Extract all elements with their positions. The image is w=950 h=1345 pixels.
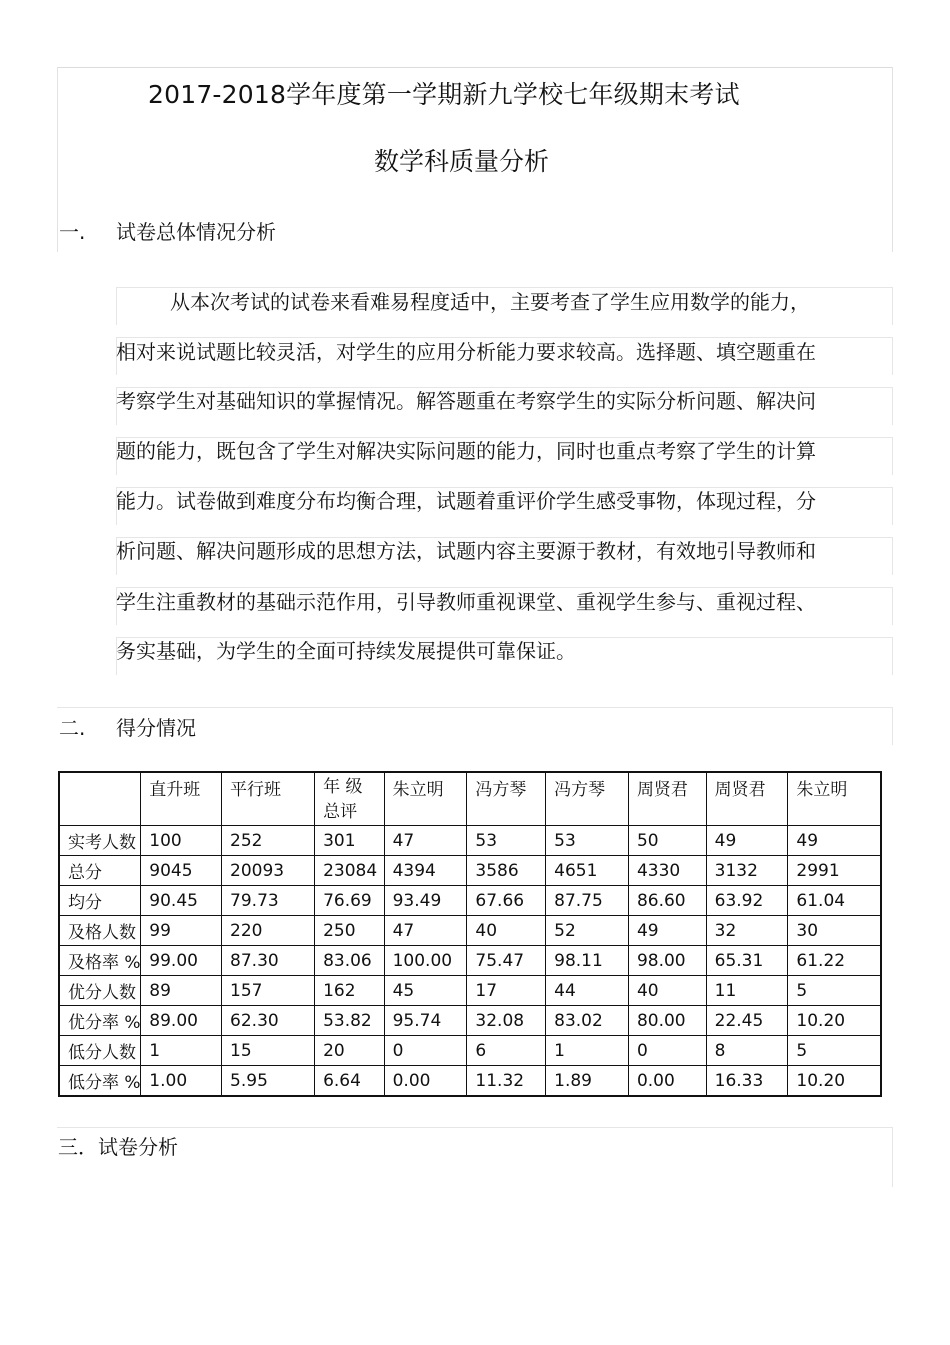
table-cell: 11 <box>706 976 788 1006</box>
paragraph-line: 从本次考试的试卷来看难易程度适中，主要考查了学生应用数学的能力， <box>170 290 810 314</box>
table-cell: 99 <box>141 916 222 946</box>
table-cell: 62.30 <box>222 1006 315 1036</box>
table-row <box>59 1006 881 1036</box>
table-header-cell: 朱立明 <box>788 772 881 826</box>
table-header-cell <box>315 772 385 826</box>
table-row <box>59 916 881 946</box>
table-header-text: 年 级 总评 <box>323 777 363 822</box>
table-cell: 22.45 <box>706 1006 788 1036</box>
table-cell: 0.00 <box>384 1066 467 1097</box>
table-cell: 100.00 <box>384 946 467 976</box>
paragraph-line: 务实基础，为学生的全面可持续发展提供可靠保证。 <box>116 639 576 663</box>
table-cell: 5 <box>788 1036 881 1066</box>
table-cell: 162 <box>315 976 385 1006</box>
table-cell: 252 <box>222 826 315 856</box>
table-row <box>59 1066 881 1097</box>
table-cell: 6 <box>467 1036 546 1066</box>
paragraph-line: 能力。试卷做到难度分布均衡合理，试题着重评价学生感受事物，体现过程，分 <box>116 489 816 513</box>
table-cell: 98.00 <box>628 946 706 976</box>
table-cell: 52 <box>546 916 629 946</box>
page-frame-top <box>57 67 893 68</box>
table-cell: 10.20 <box>788 1066 881 1097</box>
table-cell: 16.33 <box>706 1066 788 1097</box>
table-cell: 1.00 <box>141 1066 222 1097</box>
section-2-number: 二. <box>59 716 86 740</box>
table-cell: 79.73 <box>222 886 315 916</box>
document-title: 2017-2018学年度第一学期新九学校七年级期末考试 <box>148 80 740 109</box>
document-subtitle: 数学科质量分析 <box>374 147 550 176</box>
table-cell: 44 <box>546 976 629 1006</box>
table-cell: 301 <box>315 826 385 856</box>
table-cell: 32.08 <box>467 1006 546 1036</box>
table-cell: 76.69 <box>315 886 385 916</box>
table-cell: 1 <box>141 1036 222 1066</box>
table-cell: 49 <box>788 826 881 856</box>
table-row-label: 均分 <box>59 886 141 916</box>
table-row <box>59 856 881 886</box>
table-body <box>59 826 881 1097</box>
table-row <box>59 1036 881 1066</box>
table-cell: 89.00 <box>141 1006 222 1036</box>
table-cell: 87.75 <box>546 886 629 916</box>
table-cell: 75.47 <box>467 946 546 976</box>
table-cell: 83.06 <box>315 946 385 976</box>
section-2-heading: 得分情况 <box>116 716 196 740</box>
table-cell: 45 <box>384 976 467 1006</box>
table-header-cell: 冯方琴 <box>546 772 629 826</box>
table-cell: 220 <box>222 916 315 946</box>
table-cell: 8 <box>706 1036 788 1066</box>
table-cell: 86.60 <box>628 886 706 916</box>
table-header-cell: 冯方琴 <box>467 772 546 826</box>
table-header-cell: 朱立明 <box>384 772 467 826</box>
paragraph-line: 题的能力，既包含了学生对解决实际问题的能力，同时也重点考察了学生的计算 <box>116 439 816 463</box>
table-cell: 63.92 <box>706 886 788 916</box>
page-frame-left <box>57 67 58 252</box>
table-cell: 17 <box>467 976 546 1006</box>
table-cell: 4330 <box>628 856 706 886</box>
table-cell: 61.04 <box>788 886 881 916</box>
table-cell: 3132 <box>706 856 788 886</box>
table-cell: 83.02 <box>546 1006 629 1036</box>
table-header-cell: 周贤君 <box>706 772 788 826</box>
table-cell: 3586 <box>467 856 546 886</box>
table-header-cell: 直升班 <box>141 772 222 826</box>
paragraph-line: 析问题、解决问题形成的思想方法，试题内容主要源于教材，有效地引导教师和 <box>116 539 816 563</box>
paragraph-line: 考察学生对基础知识的掌握情况。解答题重在考察学生的实际分析问题、解决问 <box>116 389 816 413</box>
table-cell: 98.11 <box>546 946 629 976</box>
table-cell: 157 <box>222 976 315 1006</box>
table-cell: 0 <box>384 1036 467 1066</box>
table-header-cell: 周贤君 <box>628 772 706 826</box>
table-cell: 65.31 <box>706 946 788 976</box>
table-cell: 89 <box>141 976 222 1006</box>
table-header-cell: 平行班 <box>222 772 315 826</box>
table-row <box>59 826 881 856</box>
table-cell: 61.22 <box>788 946 881 976</box>
table-cell: 40 <box>467 916 546 946</box>
table-cell: 0.00 <box>628 1066 706 1097</box>
table-row-label: 及格率 % <box>59 946 141 976</box>
table-cell: 6.64 <box>315 1066 385 1097</box>
table-row-label: 优分率 % <box>59 1006 141 1036</box>
table-row <box>59 946 881 976</box>
table-cell: 80.00 <box>628 1006 706 1036</box>
table-cell: 90.45 <box>141 886 222 916</box>
table-row <box>59 886 881 916</box>
paragraph-line: 学生注重教材的基础示范作用，引导教师重视课堂、重视学生参与、重视过程、 <box>116 590 816 614</box>
table-cell: 53 <box>467 826 546 856</box>
section-1-number: 一. <box>59 220 86 244</box>
table-cell: 47 <box>384 826 467 856</box>
table-cell: 100 <box>141 826 222 856</box>
table-cell: 30 <box>788 916 881 946</box>
table-cell: 1 <box>546 1036 629 1066</box>
section-3-box <box>57 1127 893 1187</box>
table-cell: 2991 <box>788 856 881 886</box>
table-cell: 50 <box>628 826 706 856</box>
table-cell: 49 <box>706 826 788 856</box>
table-cell: 20 <box>315 1036 385 1066</box>
table-cell: 40 <box>628 976 706 1006</box>
table-cell: 11.32 <box>467 1066 546 1097</box>
table-header-row <box>59 772 881 826</box>
table-cell: 5 <box>788 976 881 1006</box>
table-cell: 53 <box>546 826 629 856</box>
table-cell: 32 <box>706 916 788 946</box>
table-cell: 4651 <box>546 856 629 886</box>
table-cell: 4394 <box>384 856 467 886</box>
table-cell: 87.30 <box>222 946 315 976</box>
table-row-label: 优分人数 <box>59 976 141 1006</box>
paragraph-line: 相对来说试题比较灵活，对学生的应用分析能力要求较高。选择题、填空题重在 <box>116 340 816 364</box>
table-header-cell <box>59 772 141 826</box>
table-cell: 95.74 <box>384 1006 467 1036</box>
table-cell: 67.66 <box>467 886 546 916</box>
table-cell: 250 <box>315 916 385 946</box>
table-cell: 93.49 <box>384 886 467 916</box>
table-cell: 10.20 <box>788 1006 881 1036</box>
table-cell: 53.82 <box>315 1006 385 1036</box>
table-cell: 5.95 <box>222 1066 315 1097</box>
table-cell: 15 <box>222 1036 315 1066</box>
page-frame-right <box>892 67 893 252</box>
table-cell: 49 <box>628 916 706 946</box>
table-row-label: 实考人数 <box>59 826 141 856</box>
table-row-label: 总分 <box>59 856 141 886</box>
table-cell: 99.00 <box>141 946 222 976</box>
table-row-label: 低分人数 <box>59 1036 141 1066</box>
table-cell: 47 <box>384 916 467 946</box>
score-table <box>58 771 882 1097</box>
table-cell: 20093 <box>222 856 315 886</box>
section-3-heading: 三．试卷分析 <box>58 1135 178 1159</box>
table-cell: 1.89 <box>546 1066 629 1097</box>
section-1-heading: 试卷总体情况分析 <box>116 220 276 244</box>
table-cell: 0 <box>628 1036 706 1066</box>
table-row-label: 及格人数 <box>59 916 141 946</box>
table-row <box>59 976 881 1006</box>
table-row-label: 低分率 % <box>59 1066 141 1097</box>
table-cell: 23084 <box>315 856 385 886</box>
table-cell: 9045 <box>141 856 222 886</box>
